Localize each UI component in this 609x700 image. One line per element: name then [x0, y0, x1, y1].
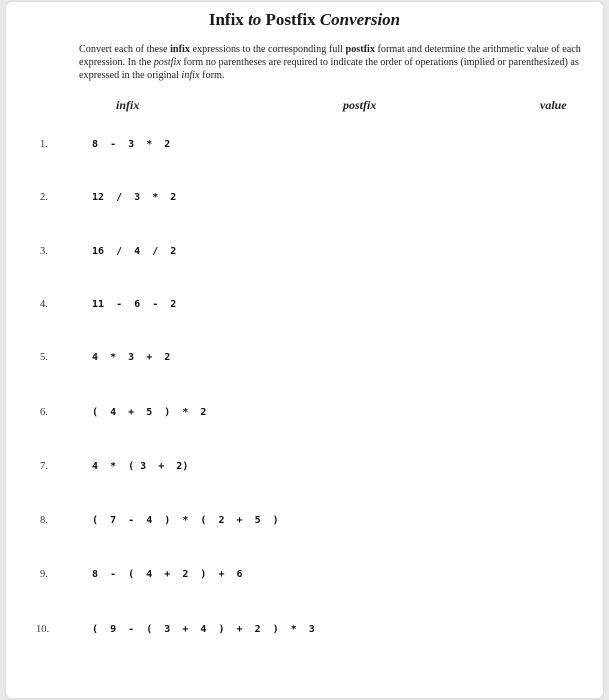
- problem-number: 8.: [40, 515, 48, 526]
- problem-row-5: [6, 352, 603, 372]
- infix-expression: 4 * 3 + 2: [86, 352, 171, 363]
- infix-expression: 8 - ( 4 + 2 ) + 6: [86, 569, 243, 580]
- page-title: [6, 10, 603, 30]
- problem-row-9: [6, 569, 603, 589]
- problem-row-8: [6, 515, 603, 535]
- instructions-bold-postfix: postfix: [345, 44, 375, 55]
- instructions-bold-infix: infix: [170, 44, 190, 55]
- infix-expression: 11 - 6 - 2: [86, 299, 177, 310]
- infix-expression: 8 - 3 * 2: [86, 139, 171, 150]
- infix-expression: ( 9 - ( 3 + 4 ) + 2 ) * 3: [86, 624, 315, 635]
- infix-expression: ( 7 - 4 ) * ( 2 + 5 ): [86, 515, 279, 526]
- instructions-italic-infix: infix: [181, 70, 200, 81]
- problem-number: 5.: [40, 352, 48, 363]
- column-header-postfix: postfix: [343, 98, 377, 112]
- infix-expression: ( 4 + 5 ) * 2: [86, 407, 207, 418]
- title-word-conversion: Conversion: [319, 10, 401, 29]
- instructions-text-3: format and determine the arithmetic value of each expression. In the: [79, 44, 581, 68]
- title-word-postfix: Postfix: [261, 10, 320, 29]
- worksheet-page: [6, 2, 603, 698]
- infix-expression: 16 / 4 / 2: [86, 246, 177, 257]
- instructions-text-5: form.: [199, 70, 225, 81]
- problem-number: 9.: [40, 569, 48, 580]
- problem-number: 4.: [40, 299, 48, 310]
- infix-expression: 4 * ( 3 + 2): [86, 461, 189, 472]
- problem-number: 6.: [40, 407, 48, 418]
- problem-row-7: [6, 461, 603, 481]
- problem-number: 10.: [36, 624, 50, 635]
- problem-number: 1.: [40, 139, 48, 150]
- problem-row-2: [6, 192, 603, 212]
- problem-row-3: [6, 246, 603, 266]
- problem-number: 2.: [40, 192, 48, 203]
- column-header-infix: infix: [116, 98, 140, 112]
- instructions-text-4: form no parentheses are required to indicate the order of operations (implied or parenthesized) as expressed in the original: [79, 57, 579, 81]
- problem-row-4: [6, 299, 603, 319]
- title-word-infix: Infix: [208, 10, 249, 29]
- problem-number: 7.: [40, 461, 48, 472]
- problem-row-10: [6, 624, 603, 644]
- instructions-paragraph: [79, 43, 589, 82]
- infix-expression: 12 / 3 * 2: [86, 192, 177, 203]
- problem-number: 3.: [40, 246, 48, 257]
- instructions-italic-postfix: postfix: [153, 57, 181, 68]
- problem-row-1: [6, 139, 603, 159]
- instructions-text-2: expressions to the corresponding full: [189, 44, 346, 55]
- problem-row-6: [6, 407, 603, 427]
- title-word-to: to: [248, 10, 262, 29]
- column-header-value: value: [540, 98, 567, 112]
- instructions-text-1: Convert each of these: [79, 44, 171, 55]
